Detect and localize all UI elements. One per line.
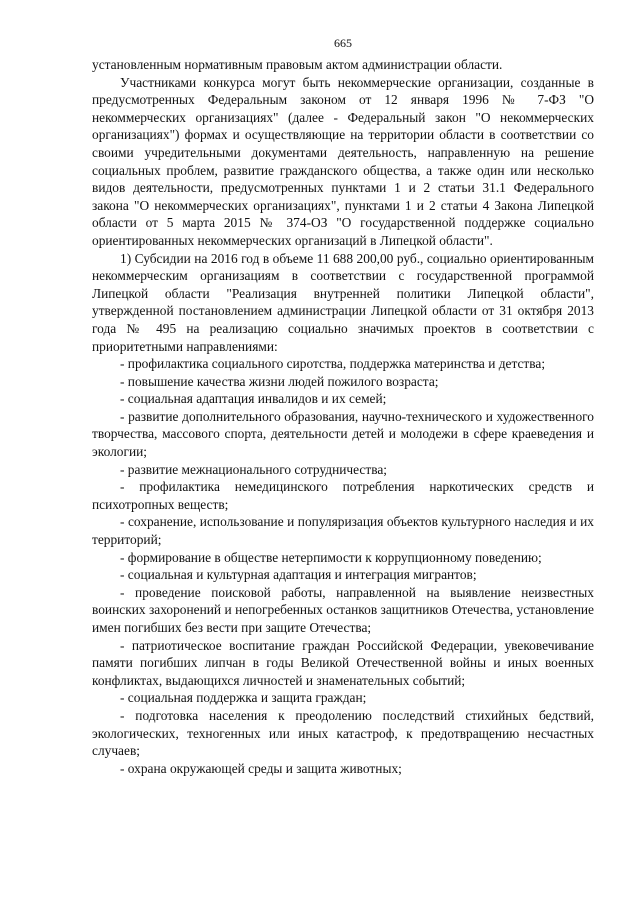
paragraph: - профилактика социального сиротства, поддержка материнства и детства; — [120, 356, 546, 372]
paragraph: - охрана окружающей среды и защита животных; — [120, 760, 402, 776]
paragraph: - развитие дополнительного образования, научно-технического и художественного творчества, массового спорта, деятельности детей и молодежи в сфере краеведения и экологии; — [92, 408, 594, 460]
paragraph: - профилактика немедицинского потребления наркотических средств и психотропных веществ; — [92, 479, 594, 512]
paragraph: - патриотическое воспитание граждан Российской Федерации, увековечивание памяти погибших липчан в годы Великой Отечественной войны и иных военных конфликтах, выдающихся личностей и знаменательных событий; — [92, 637, 594, 688]
paragraph: - подготовка населения к преодолению последствий стихийных бедствий, экологических, техногенных или иных катастроф, к предотвращению несчастных случаев; — [92, 707, 594, 759]
paragraph: - социальная поддержка и защита граждан; — [120, 690, 367, 706]
paragraph: - развитие межнационального сотрудничества; — [120, 461, 388, 477]
paragraph: установленным нормативным правовым актом администрации области. — [92, 57, 503, 72]
paragraph: - повышение качества жизни людей пожилого возраста; — [120, 373, 439, 389]
paragraph: Участниками конкурса могут быть некоммерческие организации, созданные в предусмотренных Федеральным законом от 12 января 1996 № 7-ФЗ "О некоммерческих организациях" (далее - Федеральный закон "О некоммерческих организациях") формах и осуществляющие на территории области в соответствии со своими учредительными документами деятельность, направленную на решение социальных проблем, развитие гражданского общества, а также один или несколько видов деятельности, предусмотренных пунктами 1 и 2 статьи 31.1 Федерального закона "О некоммерческих организациях", пунктами 1 и 2 статьи 4 Закона Липецкой области от 5 марта 2015 № 374-ОЗ "О государственной поддержке социально ориентированных некоммерческих организаций в Липецкой области". — [92, 74, 594, 248]
paragraph: - проведение поисковой работы, направленной на выявление неизвестных воинских захоронений и непогребенных останков защитников Отечества, установление имен погибших без вести при защите Отечества; — [92, 584, 594, 635]
paragraph: 1) Субсидии на 2016 год в объеме 11 688 200,00 руб., социально ориентированным некоммерческим организациям в соответствии с государственной программой Липецкой области "Реализация внутренней политики Липецкой области", утвержденной постановлением администрации Липецкой области от 31 октября 2013 года № 495 на реализацию социально значимых проектов в соответствии с приоритетными направлениями: — [92, 250, 594, 354]
paragraph: - сохранение, использование и популяризация объектов культурного наследия и их территорий; — [92, 514, 594, 548]
paragraph: - формирование в обществе нетерпимости к коррупционному поведению; — [120, 549, 542, 565]
paragraph: - социальная и культурная адаптация и интеграция мигрантов; — [120, 567, 477, 583]
document-body — [92, 56, 594, 777]
paragraph: - социальная адаптация инвалидов и их семей; — [120, 391, 387, 407]
page-number: 665 — [334, 36, 352, 50]
